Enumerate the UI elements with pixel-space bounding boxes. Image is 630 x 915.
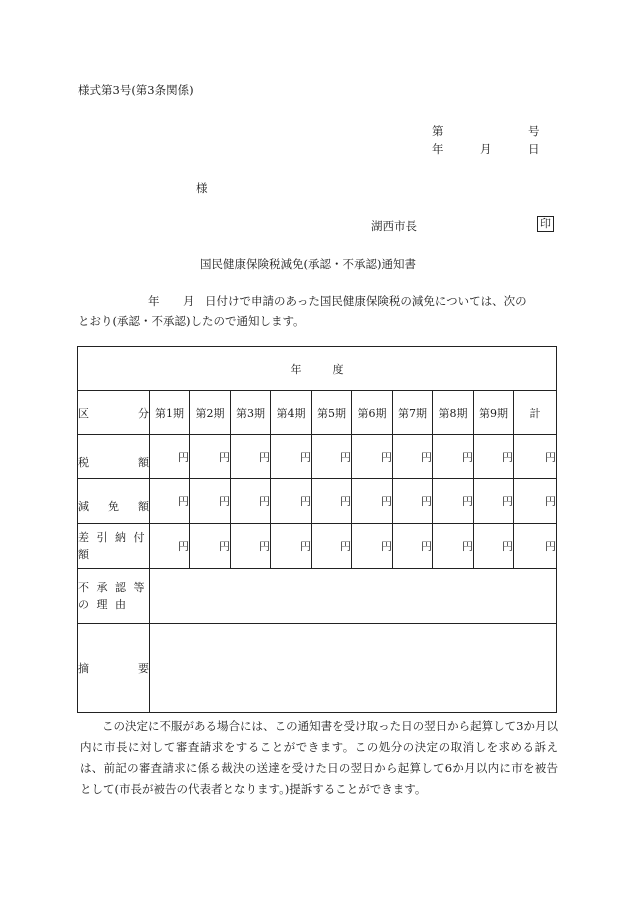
fiscal-year-header bbox=[78, 347, 557, 391]
yen-cell: 円 bbox=[514, 479, 557, 524]
yen-cell: 円 bbox=[393, 435, 433, 479]
tax-row bbox=[78, 435, 557, 479]
form-number: 様式第3号(第3条関係) bbox=[78, 83, 194, 97]
reduction-a: 減 bbox=[78, 500, 89, 513]
reason-cell bbox=[150, 569, 557, 624]
yen-cell: 円 bbox=[231, 524, 271, 569]
yen-cell: 円 bbox=[433, 435, 474, 479]
net-payment-label bbox=[78, 524, 150, 569]
yen-cell: 円 bbox=[312, 524, 352, 569]
yen-cell: 円 bbox=[393, 524, 433, 569]
net-line1: 差 引 納 付 bbox=[78, 531, 147, 544]
category-b: 分 bbox=[138, 406, 149, 420]
seal-mark bbox=[537, 216, 554, 232]
fiscal-year-row bbox=[78, 347, 557, 391]
intro-line2: とおり(承認・不承認)したので通知します。 bbox=[78, 314, 305, 328]
period-header: 第7期 bbox=[393, 391, 433, 435]
remarks-a: 摘 bbox=[78, 662, 89, 675]
yen-cell: 円 bbox=[190, 479, 231, 524]
issuer-name: 湖西市長 bbox=[371, 219, 417, 233]
intro-line1: 日付けで申請のあった国民健康保険税の減免については、次の bbox=[205, 294, 527, 308]
yen-cell: 円 bbox=[474, 524, 514, 569]
period-header: 第2期 bbox=[190, 391, 231, 435]
reason-line1: 不 承 認 等 bbox=[78, 581, 147, 594]
period-header: 第5期 bbox=[312, 391, 352, 435]
yen-cell: 円 bbox=[190, 435, 231, 479]
tax-label bbox=[78, 435, 150, 479]
yen-cell: 円 bbox=[352, 524, 393, 569]
yen-cell: 円 bbox=[190, 524, 231, 569]
period-header: 第9期 bbox=[474, 391, 514, 435]
reduction-row bbox=[78, 479, 557, 524]
date-day: 日 bbox=[528, 142, 540, 156]
yen-cell: 円 bbox=[352, 435, 393, 479]
tax-b: 額 bbox=[138, 455, 149, 469]
fiscal-year-b: 度 bbox=[332, 362, 344, 376]
document-title: 国民健康保険税減免(承認・不承認)通知書 bbox=[200, 257, 416, 271]
period-header: 第4期 bbox=[271, 391, 312, 435]
net-line2: 額 bbox=[78, 548, 94, 561]
addressee-suffix: 様 bbox=[196, 181, 208, 195]
yen-cell: 円 bbox=[433, 479, 474, 524]
yen-cell: 円 bbox=[312, 435, 352, 479]
yen-cell: 円 bbox=[150, 435, 190, 479]
appeal-notice: この決定に不服がある場合には、この通知書を受け取った日の翌日から起算して3か月以内に市長に対して審査請求をすることができます。この処分の決定の取消しを求める訴えは、前記の審査請求に係る裁決の送達を受けた日の翌日から起算して6か月以内に市を被告として(市長が被告の代表者となります。)提訴することができます。 bbox=[80, 719, 558, 796]
period-header-row bbox=[78, 391, 557, 435]
yen-cell: 円 bbox=[271, 435, 312, 479]
period-header: 第1期 bbox=[150, 391, 190, 435]
yen-cell: 円 bbox=[150, 524, 190, 569]
tax-a: 税 bbox=[78, 455, 89, 469]
period-header: 第6期 bbox=[352, 391, 393, 435]
reduction-table bbox=[77, 346, 557, 713]
remarks-label bbox=[78, 624, 150, 713]
reason-row bbox=[78, 569, 557, 624]
yen-cell: 円 bbox=[312, 479, 352, 524]
seal-text: 印 bbox=[537, 216, 554, 232]
reason-line2: の 理 由 bbox=[78, 598, 128, 611]
yen-cell: 円 bbox=[474, 479, 514, 524]
period-header: 第8期 bbox=[433, 391, 474, 435]
yen-cell: 円 bbox=[150, 479, 190, 524]
total-header: 計 bbox=[514, 391, 557, 435]
yen-cell: 円 bbox=[352, 479, 393, 524]
yen-cell: 円 bbox=[231, 435, 271, 479]
yen-cell: 円 bbox=[514, 435, 557, 479]
date-year: 年 bbox=[432, 142, 444, 156]
reason-label bbox=[78, 569, 150, 624]
number-suffix: 号 bbox=[528, 124, 540, 138]
category-header bbox=[78, 391, 150, 435]
reduction-c: 額 bbox=[138, 500, 149, 513]
reduction-b: 免 bbox=[108, 500, 119, 513]
yen-cell: 円 bbox=[474, 435, 514, 479]
intro-month: 月 bbox=[183, 294, 195, 308]
yen-cell: 円 bbox=[433, 524, 474, 569]
reduction-label bbox=[78, 479, 150, 524]
category-a: 区 bbox=[78, 406, 89, 420]
yen-cell: 円 bbox=[514, 524, 557, 569]
yen-cell: 円 bbox=[231, 479, 271, 524]
remarks-b: 要 bbox=[138, 662, 149, 675]
intro-year: 年 bbox=[148, 294, 160, 308]
period-header: 第3期 bbox=[231, 391, 271, 435]
net-payment-row bbox=[78, 524, 557, 569]
date-month: 月 bbox=[480, 142, 492, 156]
remarks-cell bbox=[150, 624, 557, 713]
remarks-row bbox=[78, 624, 557, 713]
yen-cell: 円 bbox=[393, 479, 433, 524]
yen-cell: 円 bbox=[271, 479, 312, 524]
yen-cell: 円 bbox=[271, 524, 312, 569]
fiscal-year-a: 年 bbox=[290, 362, 302, 376]
number-prefix: 第 bbox=[432, 124, 444, 138]
